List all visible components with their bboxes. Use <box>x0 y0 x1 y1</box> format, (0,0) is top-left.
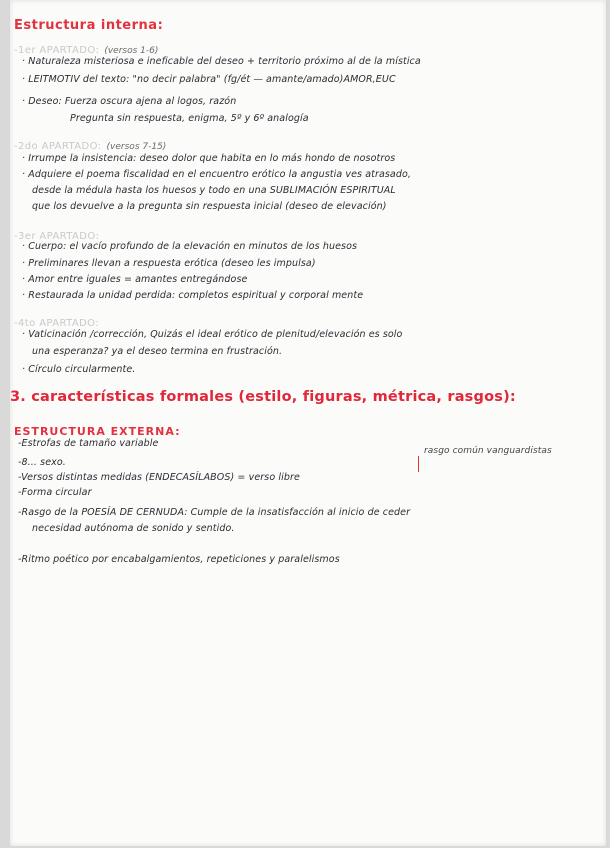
part-1-range: (versos 1-6) <box>104 46 159 56</box>
formal-line-7: -Ritmo poético por encabalgamientos, repeticiones y paralelismos <box>18 554 340 565</box>
part-1-line-4: Pregunta sin respuesta, enigma, 5º y 6º analogía <box>70 113 309 124</box>
formal-line-3: -Versos distintas medidas (ENDECASÍLABOS) = verso libre <box>18 472 300 483</box>
formal-line-1: -Estrofas de tamaño variable <box>18 438 159 449</box>
external-subtitle: ESTRUCTURA EXTERNA: <box>14 425 181 438</box>
formal-line-6: necesidad autónoma de sonido y sentido. <box>32 523 235 534</box>
formal-heading-row <box>10 386 606 405</box>
part-3-tag: -3er APARTADO: <box>14 231 100 242</box>
part-4-tag: -4to APARTADO: <box>14 318 100 329</box>
part-1-line-1: · Naturaleza misteriosa e ineficable del deseo + territorio próximo al de la mística <box>22 56 421 67</box>
part-3-line-1: · Cuerpo: el vacío profundo de la elevación en minutos de los huesos <box>22 241 358 252</box>
part-1-line-3: · Deseo: Fuerza oscura ajena al logos, razón <box>22 96 237 107</box>
section-internal-title <box>14 14 606 33</box>
part-4-line-1: · Vaticinación /corrección, Quizás el ideal erótico de plenitud/elevación es solo <box>22 329 403 340</box>
part-2-line-2: · Adquiere el poema fiscalidad en el encuentro erótico la angustia ves atrasado, <box>22 169 412 180</box>
part-1-line-2: · LEITMOTIV del texto: "no decir palabra" (fg/ét — amante/amado)AMOR,EUC <box>22 74 396 85</box>
part-2-line-4: que los devuelve a la pregunta sin respuesta inicial (deseo de elevación) <box>32 201 387 212</box>
formal-line-4: -Forma circular <box>18 487 92 498</box>
part-2-range: (versos 7-15) <box>106 142 167 152</box>
notebook-page <box>10 0 606 846</box>
part-1-tag: -1er APARTADO: <box>14 45 100 56</box>
part-4-line-3: · Círculo circularmente. <box>22 364 136 375</box>
part-2-tag: -2do APARTADO: <box>14 141 102 152</box>
part-3-line-4: · Restaurada la unidad perdida: completos espiritual y corporal mente <box>22 290 364 301</box>
formal-side-note: rasgo común vanguardistas <box>424 446 552 456</box>
part-2-header <box>14 134 606 153</box>
part-3-line-3: · Amor entre iguales = amantes entregándose <box>22 274 248 285</box>
part-4-line-2: una esperanza? ya el deseo termina en frustración. <box>32 346 283 357</box>
part-3-line-2: · Preliminares llevan a respuesta erótica (deseo les impulsa) <box>22 258 316 269</box>
part-2-line-1: · Irrumpe la insistencia: deseo dolor que habita en lo más hondo de nosotros <box>22 153 396 164</box>
formal-heading: 3. características formales (estilo, figuras, métrica, rasgos): <box>10 389 516 405</box>
internal-title: Estructura interna: <box>14 18 164 33</box>
formal-line-2: -8... sexo. <box>18 457 66 468</box>
formal-line-5: -Rasgo de la POESÍA DE CERNUDA: Cumple de la insatisfacción al inicio de ceder <box>18 507 411 518</box>
part-2-line-3: desde la médula hasta los huesos y todo en una SUBLIMACIÓN ESPIRITUAL <box>32 185 396 196</box>
note-arrow-icon <box>418 456 419 472</box>
